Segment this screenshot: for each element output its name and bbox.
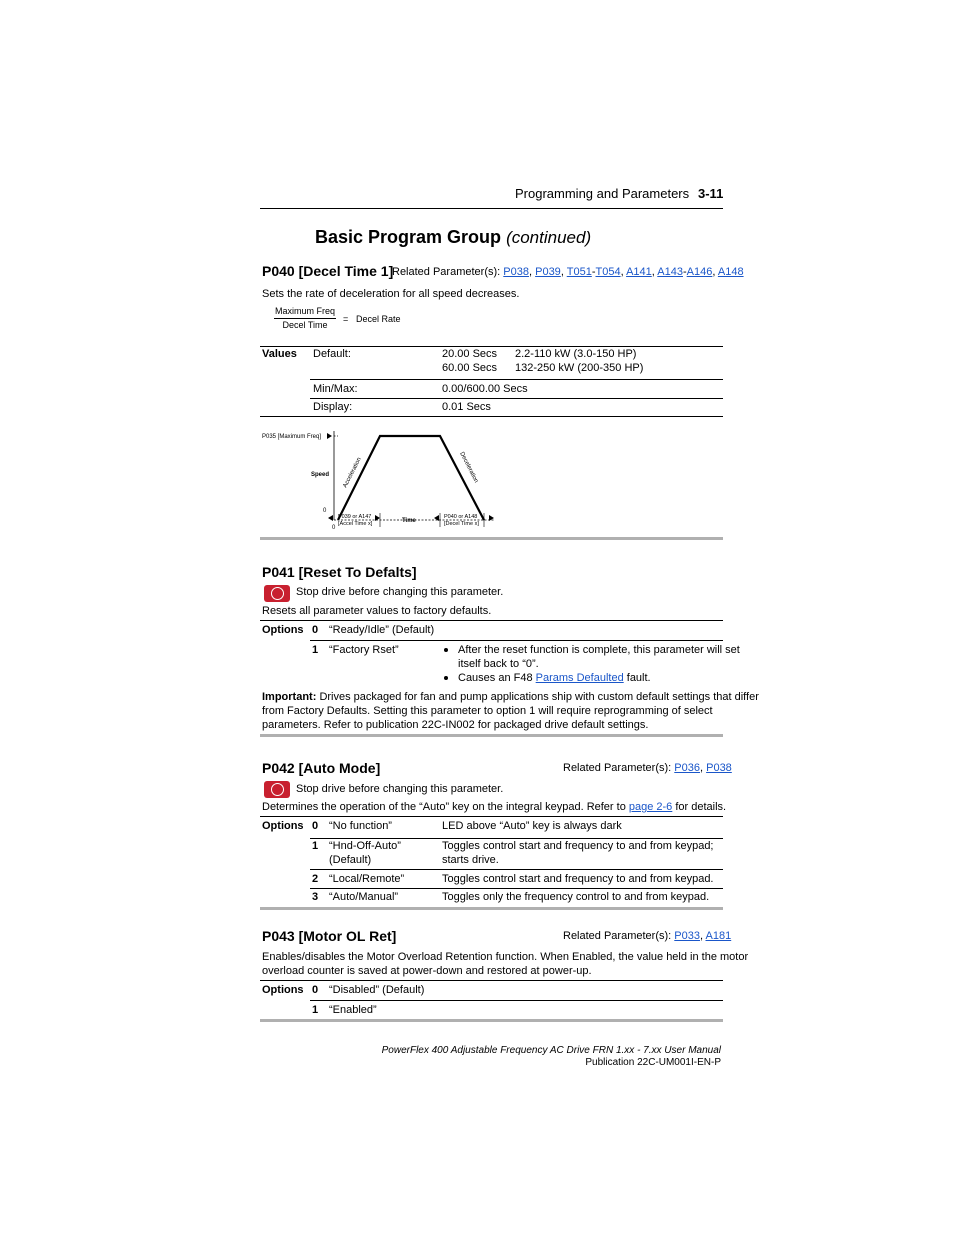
p041-stop-note: Stop drive before changing this parameter. [296,586,504,598]
option-name-line: “Hnd-Off-Auto” [329,840,401,852]
section-rule [260,537,723,540]
option-disabled: “Disabled” (Default) [329,984,425,996]
link-params-defaulted[interactable]: Params Defaulted [535,672,624,684]
formula-fraction-bar [274,318,336,319]
p043-related [563,930,731,942]
bullet-fault [458,671,651,685]
section-rule [260,734,723,737]
formula-denominator: Decel Time [282,320,328,330]
sep: , [712,266,716,278]
diagram-zero-x: 0 [332,525,336,531]
p041-heading: P041 [Reset To Defalts] [262,564,417,580]
link-a146[interactable]: A146 [686,266,713,278]
p043-heading: P043 [Motor OL Ret] [262,928,397,944]
values-bottom-rule [260,416,723,417]
option-ready-idle: “Ready/Idle” (Default) [329,624,435,636]
title-suffix: (continued) [506,228,592,247]
arrow-icon [328,515,333,521]
sep: , [651,266,655,278]
bullet-icon [444,676,448,680]
option-description: LED above “Auto” key is always dark [442,820,622,832]
option-number: 1 [312,840,319,852]
option-desc-line: starts drive. [442,854,499,866]
p042-description [262,800,726,814]
option-description [442,839,714,867]
description-text: for details. [672,801,727,813]
footer-publication: Publication 22C-UM001I-EN-P [585,1057,721,1068]
accel-box-line-2: [Accel Time x] [338,521,373,527]
sep: , [699,930,704,942]
decel-box-line-2: [Decel Time x] [444,521,479,527]
option-name: “Auto/Manual” [329,891,399,903]
row-rule [310,869,723,870]
default-rating-1: 2.2-110 kW (3.0-150 HP) [515,348,637,360]
option-number: 3 [312,891,319,903]
formula-numerator: Maximum Freq [274,306,335,316]
minmax-value: 0.00/600.00 Secs [442,383,528,395]
link-page-2-6[interactable]: page 2-6 [628,801,673,813]
option-number: 1 [312,644,319,656]
link-p038[interactable]: P038 [503,266,529,278]
display-label: Display: [313,401,353,413]
option-number: 0 [312,984,319,996]
description-line: overload counter is saved at power-down and restored at power-up. [262,965,592,977]
link-p038[interactable]: P038 [706,762,732,774]
accel-label: Acceleration [342,456,363,489]
title-main: Basic Program Group [315,227,502,247]
bullet-icon [444,648,448,652]
link-p039[interactable]: P039 [535,266,561,278]
p040-heading: P040 [Decel Time 1] [262,263,394,279]
row-rule [310,888,723,889]
link-p036[interactable]: P036 [674,762,700,774]
p042-heading: P042 [Auto Mode] [262,760,381,776]
page-title [315,227,591,248]
link-a148[interactable]: A148 [717,266,744,278]
related-label: Related Parameter(s): [563,762,672,774]
sep: , [620,266,624,278]
sep: , [560,266,564,278]
stop-icon [264,585,290,602]
bullet-reset-complete [458,643,740,671]
option-name: “Local/Remote” [329,873,405,885]
p040-description: Sets the rate of deceleration for all speed decreases. [262,288,520,300]
bullet-text: Causes an F48 [458,672,536,684]
p040-related [392,266,744,278]
sep: - [591,266,596,278]
option-number: 2 [312,873,319,885]
p041-description: Resets all parameter values to factory defaults. [262,605,492,617]
accel-decel-diagram [258,425,498,537]
accel-box-line-1: P039 or A147 [338,514,372,520]
options-top-rule [260,980,723,981]
row-rule [310,398,723,399]
related-label: Related Parameter(s): [563,930,672,942]
p042-related [563,762,732,774]
header-rule [260,208,723,209]
options-label: Options [262,624,304,636]
related-label: Related Parameter(s): [392,266,501,278]
diagram-y-max-label: P035 [Maximum Freq] [262,434,322,440]
description-text: Determines the operation of the “Auto” key on the integral keypad. Refer to [262,801,629,813]
link-t054[interactable]: T054 [595,266,621,278]
decel-box-line-1: P040 or A148 [444,514,478,520]
default-label: Default: [313,348,351,360]
description-line: Enables/disables the Motor Overload Retention function. When Enabled, the value held in the motor [262,951,749,963]
option-number: 0 [312,624,319,636]
option-name [329,839,401,867]
options-top-rule [260,620,723,621]
display-value: 0.01 Secs [442,401,491,413]
options-label: Options [262,820,304,832]
values-top-rule [260,346,723,347]
important-text: from Factory Defaults. Setting this parameter to option 1 will require reprogramming of select [262,705,713,717]
diagram-time-label: Time [402,518,416,524]
formula-result: Decel Rate [356,314,401,324]
p043-description [262,950,748,978]
link-p033[interactable]: P033 [674,930,700,942]
option-factory-rset: “Factory Rset” [329,644,399,656]
default-value-2: 60.00 Secs [442,362,498,374]
sep: , [699,762,704,774]
section-rule [260,907,723,910]
link-a143[interactable]: A143 [657,266,683,278]
page-number: 3-11 [698,186,724,201]
minmax-label: Min/Max: [313,383,358,395]
diagram-zero-y: 0 [323,508,327,514]
row-rule [310,1000,723,1001]
option-number: 1 [312,1004,319,1016]
stop-icon [264,781,290,798]
bullet-line: itself back to “0”. [458,658,539,670]
p042-stop-note: Stop drive before changing this parameter. [296,783,504,795]
option-description: Toggles only the frequency control to and from keypad. [442,891,710,903]
arrow-icon [327,433,332,439]
bullet-text: fault. [623,672,651,684]
footer-manual-title: PowerFlex 400 Adjustable Frequency AC Drive FRN 1.xx - 7.xx User Manual [381,1045,721,1056]
section-rule [260,1019,723,1022]
option-description: Toggles control start and frequency to and from keypad. [442,873,714,885]
important-text: Drives packaged for fan and pump applications ship with custom default settings that differ [316,691,759,703]
speed-profile [338,436,484,520]
important-label: Important: [262,691,317,703]
default-value-1: 20.00 Secs [442,348,498,360]
important-text: parameters. Refer to publication 22C-IN002 for packaged drive default settings. [262,719,649,731]
row-rule [310,640,723,641]
values-label: Values [262,348,297,360]
decel-label: Deceleration [458,451,479,484]
option-number: 0 [312,820,319,832]
option-enabled: “Enabled” [329,1004,377,1016]
link-a141[interactable]: A141 [626,266,652,278]
sep: , [528,266,533,278]
p041-important-note [262,690,759,732]
bullet-line: After the reset function is complete, this parameter will set [458,644,740,656]
link-t051[interactable]: T051 [566,266,592,278]
diagram-y-label: Speed [311,472,330,478]
link-a181[interactable]: A181 [705,930,732,942]
running-header-section: Programming and Parameters [515,186,690,201]
option-name-line: (Default) [329,854,372,866]
options-label: Options [262,984,304,996]
formula-equals: = [343,314,349,324]
options-top-rule [260,816,723,817]
row-rule [310,379,723,380]
option-desc-line: Toggles control start and frequency to and from keypad; [442,840,714,852]
option-name: “No function” [329,820,392,832]
sep: - [683,266,687,278]
default-rating-2: 132-250 kW (200-350 HP) [515,362,644,374]
